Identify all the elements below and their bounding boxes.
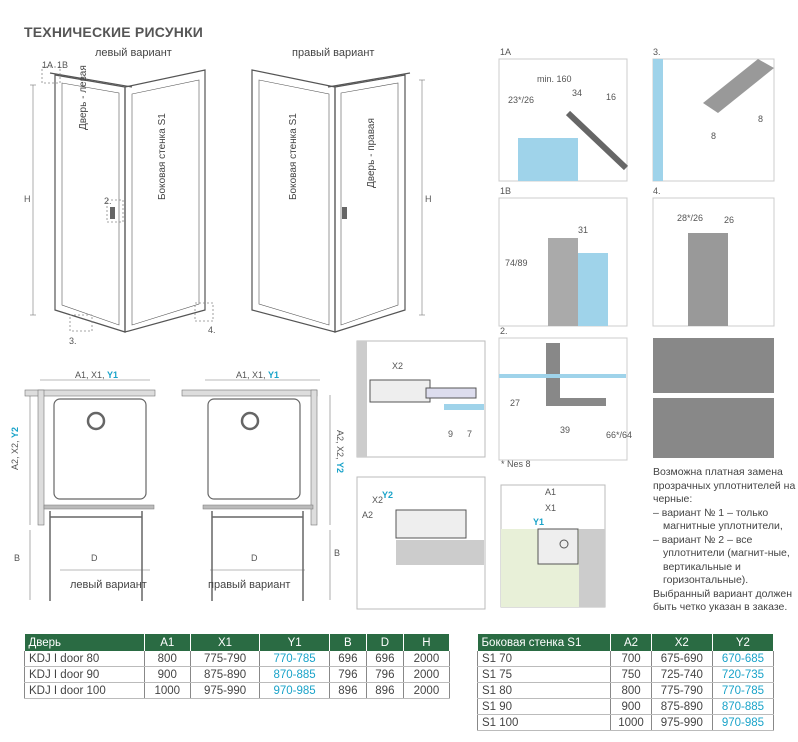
table-row xyxy=(478,699,774,715)
plan-d-left: D xyxy=(91,553,98,563)
dim-23: 23*/26 xyxy=(508,95,535,105)
table-header: Боковая стенка S1 xyxy=(478,634,611,651)
table-cell: 900 xyxy=(611,699,651,715)
detail-a1: A1 xyxy=(545,487,557,497)
table-cell: 2000 xyxy=(403,667,449,683)
dim-8b: 8 xyxy=(758,114,764,124)
plan-d-right: D xyxy=(251,553,258,563)
dim-27: 27 xyxy=(510,398,521,408)
side-wall-label-left: Боковая стенка S1 xyxy=(157,113,168,200)
table-cell: 800 xyxy=(144,651,190,667)
left-variant-label: левый вариант xyxy=(95,47,172,59)
table-cell: 770-785 xyxy=(260,651,330,667)
table-row xyxy=(478,715,774,731)
table-cell: 1000 xyxy=(144,683,190,699)
table-header: X2 xyxy=(651,634,712,651)
table-cell: KDJ I door 80 xyxy=(25,651,145,667)
detail-a2: A2 xyxy=(362,510,374,520)
plan-right-variant-label: правый вариант xyxy=(208,579,291,591)
table-cell: 750 xyxy=(611,667,651,683)
nes-note: * Nes 8 xyxy=(501,459,531,469)
table-cell: 896 xyxy=(329,683,366,699)
plan-left-variant-label: левый вариант xyxy=(70,579,147,591)
table-cell: 870-885 xyxy=(260,667,330,683)
left-door-panel xyxy=(55,75,125,332)
table-cell: 770-785 xyxy=(712,683,773,699)
table-cell: 696 xyxy=(329,651,366,667)
table-cell: 970-985 xyxy=(260,683,330,699)
table-row xyxy=(478,683,774,699)
dim-34: 34 xyxy=(572,88,583,98)
right-variant-label: правый вариант xyxy=(292,47,375,59)
table-cell: KDJ I door 90 xyxy=(25,667,145,683)
plan-b-left: B xyxy=(14,553,21,563)
table-cell: 796 xyxy=(329,667,366,683)
door-spec-table xyxy=(24,634,450,699)
table-header: B xyxy=(329,634,366,651)
right-door-panel xyxy=(335,75,405,332)
dim-16: 16 xyxy=(606,92,617,102)
dim-7: 7 xyxy=(467,429,473,439)
table-cell: 970-985 xyxy=(712,715,773,731)
table-header: Дверь xyxy=(25,634,145,651)
table-cell: 896 xyxy=(366,683,403,699)
detail-3: 3. xyxy=(653,47,661,57)
door-left-label: Дверь - левая xyxy=(78,65,89,130)
table-cell: 670-685 xyxy=(712,651,773,667)
table-cell: 696 xyxy=(366,651,403,667)
table-cell: 2000 xyxy=(403,683,449,699)
table-cell: S1 90 xyxy=(478,699,611,715)
plan-dim-top-right: A1, X1, Y1 xyxy=(236,370,280,380)
table-header: X1 xyxy=(190,634,260,651)
table-header: A1 xyxy=(144,634,190,651)
dim-min160: min. 160 xyxy=(537,74,572,84)
table-cell: 675-690 xyxy=(651,651,712,667)
table-header: Y1 xyxy=(260,634,330,651)
table-cell: 870-885 xyxy=(712,699,773,715)
h-label-right: H xyxy=(425,194,432,204)
detail-x2: X2 xyxy=(392,361,404,371)
table-cell: S1 75 xyxy=(478,667,611,683)
table-cell: 800 xyxy=(611,683,651,699)
plan-dim-top-left: A1, X1, Y1 xyxy=(75,370,119,380)
table-cell: 725-740 xyxy=(651,667,712,683)
dim-28: 28*/26 xyxy=(677,213,704,223)
door-right-label: Дверь - правая xyxy=(366,118,377,188)
dim-26: 26 xyxy=(724,215,735,225)
table-row xyxy=(478,651,774,667)
mark-1a: 1A xyxy=(42,60,54,70)
table-header: Y2 xyxy=(712,634,773,651)
detail-x1: X1 xyxy=(545,503,557,513)
table-cell: 796 xyxy=(366,667,403,683)
left-side-wall-panel xyxy=(125,70,205,332)
table-cell: 975-990 xyxy=(651,715,712,731)
mark-3: 3. xyxy=(69,336,77,346)
table-cell: 2000 xyxy=(403,651,449,667)
mark-2: 2. xyxy=(104,196,112,206)
detail-y1: Y1 xyxy=(533,517,545,527)
table-cell: 875-890 xyxy=(651,699,712,715)
wall-spec-table xyxy=(477,634,774,731)
table-cell: KDJ I door 100 xyxy=(25,683,145,699)
page-title: ТЕХНИЧЕСКИЕ РИСУНКИ xyxy=(24,24,204,40)
right-side-wall-panel xyxy=(252,70,335,332)
side-wall-label-right: Боковая стенка S1 xyxy=(288,113,299,200)
dim-9: 9 xyxy=(448,429,454,439)
table-row xyxy=(478,667,774,683)
profile-details xyxy=(498,58,798,468)
mark-1b: 1B xyxy=(57,60,69,70)
table-header: A2 xyxy=(611,634,651,651)
table-cell: S1 100 xyxy=(478,715,611,731)
detail-1a: 1A xyxy=(500,47,512,57)
plan-dim-side-right: A2, X2, Y2 xyxy=(335,430,345,474)
table-cell: 775-790 xyxy=(651,683,712,699)
table-header: H xyxy=(403,634,449,651)
plan-drawings xyxy=(20,365,340,605)
detail-2: 2. xyxy=(500,326,508,336)
dim-66: 66*/64 xyxy=(606,430,633,440)
table-row xyxy=(25,651,450,667)
detail-x2b: X2 xyxy=(372,495,384,505)
table-row xyxy=(25,667,450,683)
detail-1b: 1B xyxy=(500,186,512,196)
table-cell: 1000 xyxy=(611,715,651,731)
table-cell: 700 xyxy=(611,651,651,667)
dim-39: 39 xyxy=(560,425,571,435)
table-cell: 720-735 xyxy=(712,667,773,683)
plan-dim-side-left: A2, X2, Y2 xyxy=(10,426,20,470)
table-row xyxy=(25,683,450,699)
dim-74: 74/89 xyxy=(505,258,528,268)
plan-b-right: B xyxy=(334,548,341,558)
table-header: D xyxy=(366,634,403,651)
corner-details xyxy=(356,340,486,610)
dim-31: 31 xyxy=(578,225,589,235)
seal-replacement-note: Возможна платная замена прозрачных уплотнителей на черные: – вариант № 1 – только магнитные уплотнители, – вариант № 2 – все уплотнители (магнит-ные, вертикальные и горизонтальные). Выбранный вариант должен быть четко указан в заказе. xyxy=(653,466,796,613)
table-cell: S1 80 xyxy=(478,683,611,699)
table-cell: 775-790 xyxy=(190,651,260,667)
table-cell: 875-890 xyxy=(190,667,260,683)
mark-4: 4. xyxy=(208,325,216,335)
table-cell: 975-990 xyxy=(190,683,260,699)
dim-8a: 8 xyxy=(711,131,717,141)
h-label-left: H xyxy=(24,194,31,204)
table-cell: S1 70 xyxy=(478,651,611,667)
detail-y2: Y2 xyxy=(382,490,394,500)
table-cell: 900 xyxy=(144,667,190,683)
elevation-drawings xyxy=(20,45,490,355)
detail-4: 4. xyxy=(653,186,661,196)
